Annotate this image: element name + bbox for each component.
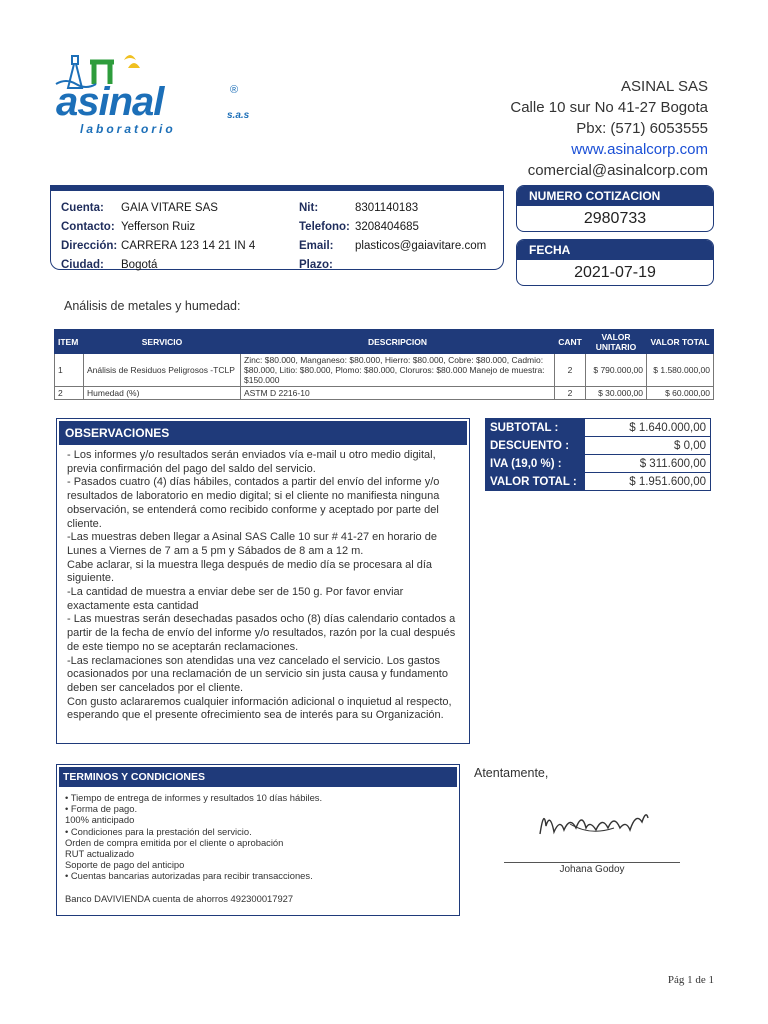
contacto-label: Contacto:	[61, 221, 115, 233]
terms-line: • Tiempo de entrega de informes y resultados 10 días hábiles.	[65, 792, 323, 803]
date-value: 2021-07-19	[574, 264, 656, 281]
terms-line: RUT actualizado	[65, 848, 135, 860]
nit-label: Nit:	[299, 202, 319, 214]
discount-value: $ 0,00	[585, 437, 711, 455]
quote-number-label: NUMERO COTIZACION	[517, 186, 713, 206]
item-total: $ 1.580.000,00	[647, 354, 714, 387]
item-cant: 2	[555, 354, 586, 387]
items-table	[54, 329, 714, 400]
terms-line: 100% anticipado	[65, 814, 135, 826]
item-total: $ 60.000,00	[647, 387, 714, 400]
ciudad-value: Bogotá	[121, 259, 158, 271]
terms-line	[65, 882, 455, 893]
ciudad-label: Ciudad:	[61, 259, 104, 271]
item-servicio: Humedad (%)	[84, 387, 241, 400]
email-label: Email:	[299, 240, 334, 252]
company-email: comercial@asinalcorp.com	[527, 162, 708, 179]
observation-paragraph: -La cantidad de muestra a enviar debe ser de 150 g. Por favor enviar exactamente esta cantidad	[67, 586, 404, 612]
terms-box	[56, 764, 460, 916]
observation-paragraph: Con gusto aclararemos cualquier información adicional o inquietud al respecto, esperando que el presente ofrecimiento sea de interés para su Organización.	[67, 695, 452, 722]
grand-total-row	[486, 473, 711, 491]
table-row	[55, 387, 714, 400]
observation-paragraph: Cabe aclarar, si la muestra llega después de medio día se procesara al día siguiente.	[67, 558, 433, 585]
observation-paragraph: - Los informes y/o resultados serán enviados vía e-mail u otro medio digital, previa confirmación del pago del saldo del servicio.	[67, 449, 436, 475]
terms-line: Orden de compra emitida por el cliente o aprobación	[65, 836, 284, 848]
company-phone: Pbx: (571) 6053555	[576, 120, 708, 137]
direccion-label: Dirección:	[61, 240, 118, 252]
iva-label: IVA (19,0 %) :	[486, 455, 585, 473]
logo-wordmark: asinal	[56, 80, 164, 124]
discount-label: DESCUENTO :	[486, 437, 585, 455]
col-unitario: VALOR UNITARIO	[586, 330, 647, 354]
nit-value: 8301140183	[355, 202, 419, 214]
col-descripcion: DESCRIPCION	[241, 330, 555, 354]
signature-line	[504, 862, 680, 863]
cuenta-value: GAIA VITARE SAS	[121, 202, 218, 214]
item-number: 1	[55, 354, 84, 387]
direccion-value: CARRERA 123 14 21 IN 4	[121, 240, 256, 252]
subtotal-label: SUBTOTAL :	[486, 419, 585, 437]
grand-total-value: $ 1.951.600,00	[585, 473, 711, 491]
col-total: VALOR TOTAL	[647, 330, 714, 354]
table-row	[55, 354, 714, 387]
iva-row	[486, 455, 711, 473]
item-servicio: Análisis de Residuos Peligrosos -TCLP	[84, 354, 241, 387]
company-name: ASINAL SAS	[621, 78, 708, 95]
item-descripcion: Zinc: $80.000, Manganeso: $80.000, Hierro: $80.000, Cobre: $80.000, Cadmio: $80.000, Litio: $80.000, Plomo: $80.000, Cloruros: $80.000 Manejo de muestra: $150.000	[241, 354, 555, 387]
terms-line: • Condiciones para la prestación del servicio.	[65, 825, 252, 837]
terms-line: Banco DAVIVIENDA cuenta de ahorros 492300017927	[65, 892, 294, 904]
telefono-label: Telefono:	[299, 221, 350, 233]
signature-image	[530, 798, 660, 848]
closing-text: Atentamente,	[474, 766, 549, 780]
company-website-link[interactable]: www.asinalcorp.com	[571, 141, 708, 158]
terms-body	[65, 792, 455, 904]
plazo-label: Plazo:	[299, 259, 333, 271]
logo-subtitle: laboratorio	[80, 122, 176, 136]
item-unitario: $ 790.000,00	[586, 354, 647, 387]
subtotal-value: $ 1.640.000,00	[585, 419, 711, 437]
registered-mark: ®	[230, 84, 239, 96]
telefono-value: 3208404685	[355, 221, 419, 233]
observation-paragraph: -Las reclamaciones son atendidas una vez cancelado el servicio. Los gastos ocasionados por una reclamación de un servicio sin justa causa y fundamento deben ser cancelados por el cliente.	[67, 654, 448, 694]
item-descripcion: ASTM D 2216-10	[241, 387, 555, 400]
signer-name: Johana Godoy	[559, 864, 625, 875]
intro-text: Análisis de metales y humedad:	[64, 299, 241, 313]
date-label: FECHA	[517, 240, 713, 260]
observations-body	[67, 449, 463, 723]
terms-line: • Cuentas bancarias autorizadas para recibir transacciones.	[65, 870, 313, 882]
observations-box	[56, 418, 470, 744]
col-cant: CANT	[555, 330, 586, 354]
item-unitario: $ 30.000,00	[586, 387, 647, 400]
col-item: ITEM	[55, 330, 84, 354]
company-address: Calle 10 sur No 41-27 Bogota	[510, 99, 708, 116]
discount-row	[486, 437, 711, 455]
observation-paragraph: -Las muestras deben llegar a Asinal SAS Calle 10 sur # 41-27 en horario de Lunes a Viernes de 7 am a 5 pm y Sábados de 8 am a 12 m.	[67, 531, 437, 557]
company-logo	[52, 50, 252, 140]
email-value: plasticos@gaiavitare.com	[355, 240, 487, 252]
observation-paragraph: - Pasados cuatro (4) días hábiles, contados a partir del envío del informe y/o resultados de laboratorio en medio digital; si el cliente no manifiesta ninguna observación, se entenderá como recibido conforme y aceptado por parte del cliente.	[67, 476, 440, 530]
grand-total-label: VALOR TOTAL :	[486, 473, 585, 491]
logo-sas: s.a.s	[227, 110, 250, 121]
terms-line: • Forma de pago.	[65, 803, 138, 815]
observations-title: OBSERVACIONES	[59, 421, 467, 445]
client-info-box	[50, 185, 504, 270]
subtotal-row	[486, 419, 711, 437]
totals-table	[485, 418, 711, 491]
quote-number-box	[516, 185, 714, 232]
page-number: Pág 1 de 1	[667, 974, 714, 986]
company-info	[510, 76, 708, 181]
col-servicio: SERVICIO	[84, 330, 241, 354]
item-number: 2	[55, 387, 84, 400]
date-box	[516, 239, 714, 286]
cuenta-label: Cuenta:	[61, 202, 104, 214]
quote-number-value: 2980733	[583, 210, 647, 227]
observation-paragraph: - Las muestras serán desechadas pasados ocho (8) días calendario contados a partir de la fecha de envío del informe y/o resultados, razón por la cual después de este tiempo no se aceptarán reclamaciones.	[67, 613, 456, 653]
item-cant: 2	[555, 387, 586, 400]
terms-title: TERMINOS Y CONDICIONES	[59, 767, 457, 787]
terms-line: Soporte de pago del anticipo	[65, 859, 185, 871]
iva-value: $ 311.600,00	[585, 455, 711, 473]
items-header-row	[55, 330, 714, 354]
contacto-value: Yefferson Ruiz	[121, 221, 196, 233]
